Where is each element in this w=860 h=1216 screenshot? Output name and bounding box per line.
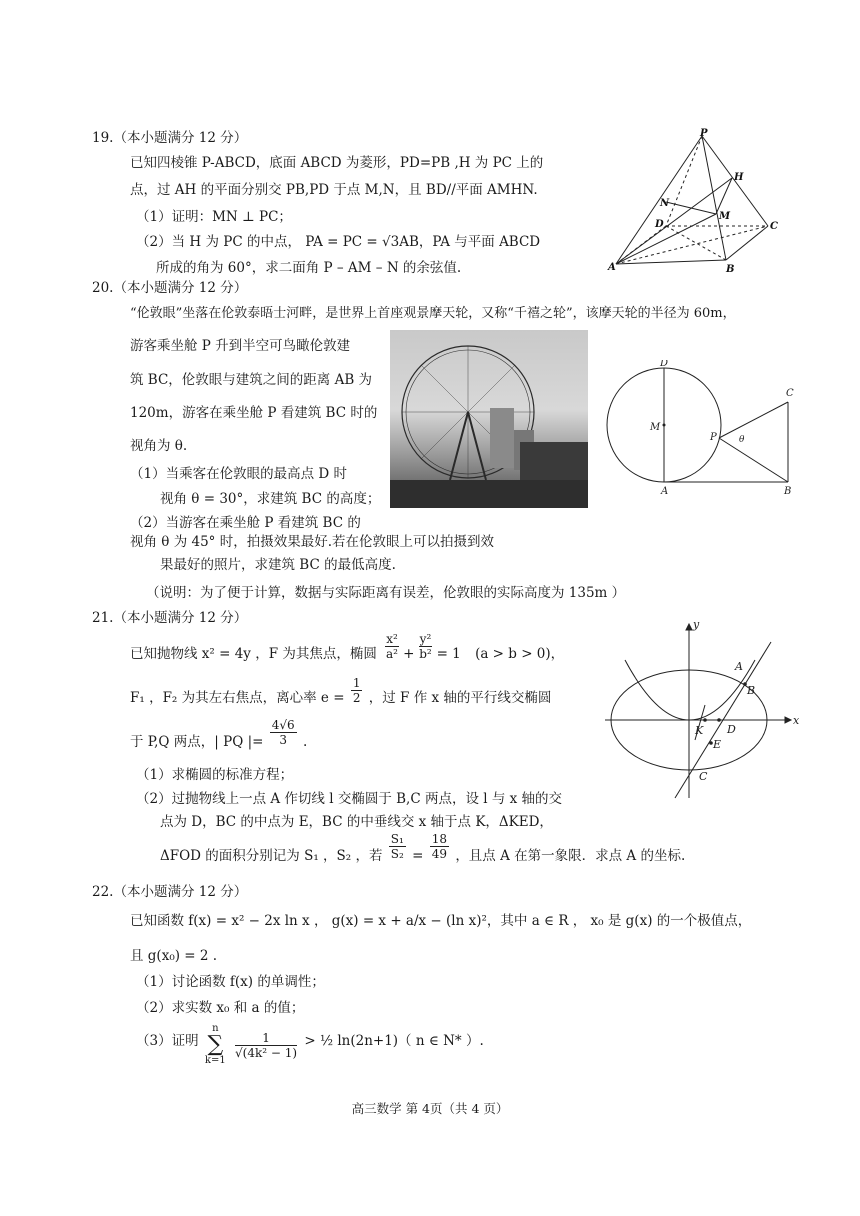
frac-num: x²	[386, 632, 398, 646]
q19-header: 19.（本小题满分 12 分）	[92, 130, 248, 146]
label-N: N	[660, 198, 670, 209]
q20-line-4: 120m，游客在乘坐舱 P 看建筑 BC 时的	[130, 405, 378, 421]
label-theta: θ	[739, 435, 745, 445]
q21-line-7-tail: ，且点 A 在第一象限．求点 A 的坐标.	[455, 848, 686, 864]
label-K: K	[695, 724, 704, 737]
q22-line-4: （2）求实数 x₀ 和 a 的值；	[136, 1000, 305, 1016]
q20-line-9: 视角 θ 为 45° 时，拍摄效果最好.若在伦敦眼上可以拍摄到效	[130, 534, 495, 550]
label-A: A	[735, 660, 743, 673]
pyramid-figure	[606, 128, 786, 278]
label-P: P	[710, 432, 717, 443]
pq-fraction	[270, 718, 297, 747]
q20-line-11: （说明：为了便于计算，数据与实际距离有误差，伦敦眼的实际高度为 135m ）	[146, 585, 626, 601]
q21-line-1	[130, 632, 564, 668]
label-A: A	[608, 262, 616, 273]
label-D: D	[727, 723, 736, 736]
label-B: B	[726, 264, 735, 275]
label-D: D	[655, 219, 664, 230]
frac-den: S₂	[390, 847, 404, 861]
q22-line-1: 已知函数 f(x) = x² − 2x ln x ， g(x) = x + a/x − (ln x)²，其中 a ∈ R ， x₀ 是 g(x) 的一个极值点，	[130, 913, 752, 929]
q22-line-5-text: （3）证明	[136, 1032, 199, 1049]
q20-line-5: 视角为 θ.	[130, 438, 188, 454]
q22-line-3: （1）讨论函数 f(x) 的单调性；	[136, 974, 325, 990]
q20-line-7: 视角 θ = 30°，求建筑 BC 的高度；	[160, 491, 381, 507]
label-y: y	[693, 620, 700, 631]
frac-num: 4√6	[271, 718, 295, 732]
q21-header: 21.（本小题满分 12 分）	[92, 610, 248, 626]
ellipse-fraction-y	[419, 632, 433, 661]
ellipse-fraction-x	[385, 632, 399, 661]
q21-line-2	[130, 676, 551, 712]
area-ratio-fraction	[389, 832, 406, 861]
sum-lower: k=1	[204, 1055, 226, 1066]
q19-line-2: 点，过 AH 的平面分别交 PB,PD 于点 M,N，且 BD//平面 AMHN.	[130, 182, 538, 198]
london-eye-diagram	[605, 360, 805, 500]
london-eye-photo	[390, 330, 588, 508]
q21-line-2-text: F₁ ，F₂ 为其左右焦点，离心率 e =	[130, 690, 345, 706]
frac-num: 18	[431, 832, 448, 846]
q19-line-3: （1）证明：MN ⊥ PC；	[136, 209, 292, 225]
sigma-symbol: ∑	[207, 1032, 224, 1057]
q20-line-1: “伦敦眼”坐落在伦敦泰晤士河畔，是世界上首座观景摩天轮，又称“千禧之轮”，该摩天轮的半径为 60m，	[130, 306, 736, 321]
frac-num: y²	[419, 632, 432, 646]
equals: =	[412, 848, 424, 864]
q20-line-2: 游客乘坐舱 P 升到半空可鸟瞰伦敦建	[130, 338, 351, 354]
q21-line-4: （1）求椭圆的标准方程；	[136, 767, 294, 783]
q21-line-1-text: 已知抛物线 x² = 4y ，F 为其焦点，椭圆	[130, 646, 377, 662]
q21-line-5: （2）过抛物线上一点 A 作切线 l 交椭圆于 B,C 两点，设 l 与 x 轴的交	[136, 791, 563, 807]
label-C: C	[699, 770, 708, 783]
q20-header: 20.（本小题满分 12 分）	[92, 280, 248, 296]
ellipse-parabola-figure	[605, 620, 805, 800]
label-C: C	[786, 388, 794, 399]
frac-num: 1	[235, 1031, 297, 1046]
frac-num: 1	[352, 676, 361, 690]
label-H: H	[734, 172, 744, 183]
q22-header: 22.（本小题满分 12 分）	[92, 884, 248, 900]
q21-line-7	[160, 832, 685, 872]
label-M: M	[650, 422, 661, 433]
ellipse-rhs: = 1	[436, 646, 461, 662]
q21-line-1-tail: (a > b > 0)，	[475, 646, 565, 662]
q21-line-3-tail: .	[302, 734, 308, 750]
q20-line-10: 果最好的照片，求建筑 BC 的最低高度.	[160, 557, 396, 573]
q22-line-2: 且 g(x₀) = 2 .	[130, 948, 218, 964]
eccentricity-fraction	[351, 676, 363, 705]
q21-line-7-text: ΔFOD 的面积分别记为 S₁ ，S₂ ，若	[160, 848, 383, 864]
q21-line-2-tail: ，过 F 作 x 轴的平行线交椭圆	[368, 690, 552, 706]
label-C: C	[770, 221, 778, 232]
frac-den: a²	[385, 647, 398, 661]
frac-den: 2	[352, 691, 361, 705]
sum-upper: n	[212, 1023, 219, 1034]
q21-line-6: 点为 D，BC 的中点为 E，BC 的中垂线交 x 轴于点 K，ΔKED，	[160, 814, 553, 830]
q19-line-1: 已知四棱锥 P-ABCD，底面 ABCD 为菱形，PD=PB ,H 为 PC 上的	[130, 155, 544, 171]
frac-den: 3	[279, 733, 288, 747]
q21-line-3	[130, 718, 307, 758]
q21-line-3-text: 于 P,Q 两点，| PQ |=	[130, 734, 264, 750]
q20-line-8: （2）当游客在乘坐舱 P 看建筑 BC 的	[130, 515, 361, 531]
label-x: x	[793, 714, 800, 727]
area-ratio-value	[430, 832, 449, 861]
q19-line-5: 所成的角为 60°，求二面角 P – AM – N 的余弦值.	[156, 260, 462, 276]
q20-line-3: 筑 BC，伦敦眼与建筑之间的距离 AB 为	[130, 372, 373, 388]
frac-den: √(4k² − 1)	[235, 1045, 298, 1060]
sum-fraction	[235, 1031, 297, 1060]
summation	[205, 1024, 226, 1066]
label-A: A	[661, 486, 669, 497]
label-B: B	[747, 684, 756, 697]
page-footer: 高三数学 第 4页（共 4 页）	[351, 1101, 509, 1116]
frac-num: S₁	[390, 832, 404, 846]
label-P: P	[700, 128, 708, 139]
label-E: E	[713, 738, 722, 751]
label-B: B	[784, 486, 792, 497]
label-M: M	[719, 211, 731, 222]
frac-den: b²	[419, 647, 432, 661]
q20-line-6: （1）当乘客在伦敦眼的最高点 D 时	[130, 466, 347, 482]
q19-line-4: （2）当 H 为 PC 的中点， PA = PC = √3AB，PA 与平面 ABCD	[136, 234, 541, 250]
q22-line-5	[136, 1024, 484, 1072]
frac-den: 49	[431, 847, 448, 861]
q22-line-5-tail: > ½ ln(2n+1)（ n ∈ N* ）.	[304, 1032, 484, 1049]
label-D: D	[660, 360, 669, 369]
plus-sign: +	[403, 646, 415, 662]
